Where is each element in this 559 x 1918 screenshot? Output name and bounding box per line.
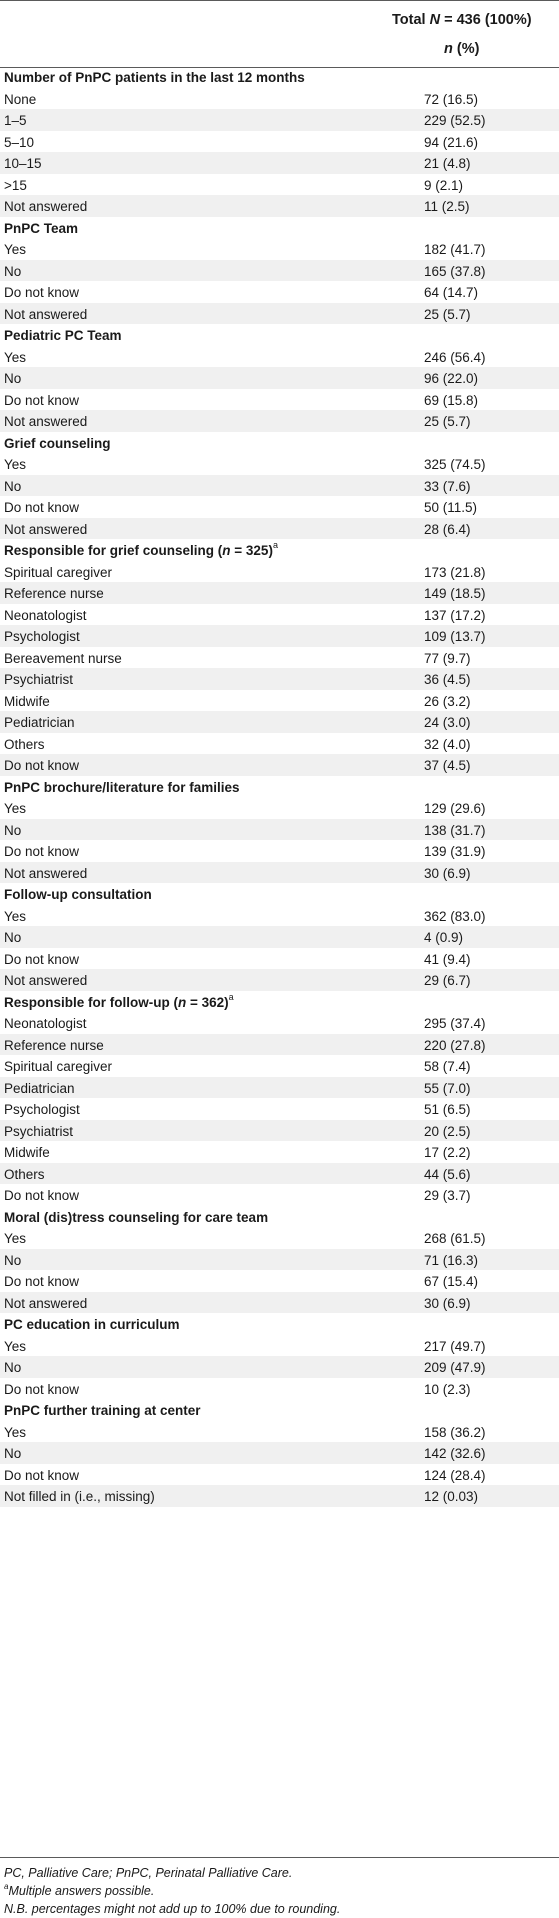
section-header-row	[0, 1313, 559, 1335]
row-label: No	[4, 1446, 22, 1461]
row-value: 220 (27.8)	[424, 1037, 486, 1053]
section-label-text: Grief counseling	[4, 435, 111, 451]
row-value: 25 (5.7)	[424, 414, 471, 429]
table-row	[0, 1184, 559, 1206]
row-value: 28 (6.4)	[424, 521, 471, 537]
section-label-n: n	[222, 543, 231, 558]
row-value: 55 (7.0)	[424, 1080, 471, 1096]
row-label: Others	[4, 1166, 45, 1182]
footnote-multiple-text: Multiple answers possible.	[8, 1884, 155, 1898]
table-row	[0, 1356, 559, 1378]
row-label: Pediatrician	[4, 715, 75, 730]
row-label: Yes	[4, 908, 27, 924]
row-label: Others	[4, 736, 45, 752]
row-value: 137 (17.2)	[424, 607, 486, 623]
section-label	[4, 780, 240, 795]
table-row	[0, 733, 559, 755]
table-row	[0, 238, 559, 260]
row-value: 268 (61.5)	[424, 1231, 486, 1246]
row-value: 50 (11.5)	[424, 500, 478, 515]
table-row	[0, 1055, 559, 1077]
row-value: 37 (4.5)	[424, 758, 471, 773]
column-header-n-percent	[444, 41, 479, 57]
column-header-total	[392, 12, 532, 28]
table-row	[0, 195, 559, 217]
row-value: 142 (32.6)	[424, 1446, 486, 1461]
row-label: Not answered	[4, 199, 88, 214]
row-value: 67 (15.4)	[424, 1274, 479, 1289]
table-row	[0, 647, 559, 669]
row-value: 29 (6.7)	[424, 973, 471, 988]
table-row	[0, 1442, 559, 1464]
table-row	[0, 367, 559, 389]
table-row	[0, 88, 559, 110]
table-row	[0, 152, 559, 174]
section-header-row	[0, 1399, 559, 1421]
table-row	[0, 1077, 559, 1099]
row-label: 10–15	[4, 156, 42, 171]
section-label-text: Follow-up consultation	[4, 887, 152, 902]
section-label	[4, 1210, 268, 1225]
row-value: 30 (6.9)	[424, 865, 471, 881]
row-value: 10 (2.3)	[424, 1381, 471, 1397]
table-row	[0, 926, 559, 948]
row-value: 17 (2.2)	[424, 1145, 471, 1160]
row-value: 165 (37.8)	[424, 263, 486, 279]
header-total-n: N	[429, 12, 441, 28]
row-value: 25 (5.7)	[424, 306, 471, 322]
section-label-text: Number of PnPC patients in the last 12 months	[4, 70, 305, 85]
row-label: Midwife	[4, 693, 50, 709]
row-label: Do not know	[4, 392, 80, 408]
footnote-multiple-answers	[4, 1884, 154, 1898]
row-label: Psychologist	[4, 1102, 80, 1117]
table-row	[0, 819, 559, 841]
header-total-suffix: = 436 (100%)	[440, 12, 532, 28]
table-row	[0, 453, 559, 475]
row-label: Midwife	[4, 1145, 50, 1160]
section-label-text: PC education in curriculum	[4, 1317, 180, 1332]
row-value: 30 (6.9)	[424, 1295, 471, 1311]
row-value: 64 (14.7)	[424, 285, 479, 300]
table-row	[0, 1163, 559, 1185]
row-value: 29 (3.7)	[424, 1188, 471, 1203]
section-label	[4, 540, 278, 558]
table-row	[0, 1141, 559, 1163]
table-row	[0, 905, 559, 927]
table-top-rule	[0, 0, 559, 1]
section-header-row	[0, 1206, 559, 1228]
section-label-text: Moral (dis)tress counseling for care team	[4, 1209, 269, 1225]
row-label: >15	[4, 177, 27, 193]
row-label: No	[4, 1360, 22, 1375]
section-label	[4, 328, 122, 343]
table-row	[0, 668, 559, 690]
table-row	[0, 1292, 559, 1314]
row-label: Do not know	[4, 844, 80, 859]
row-value: 77 (9.7)	[424, 650, 471, 666]
section-label-text: Responsible for grief counseling (	[4, 543, 223, 558]
row-label: Psychiatrist	[4, 1123, 74, 1139]
row-value: 362 (83.0)	[424, 908, 486, 924]
section-header-row	[0, 539, 559, 561]
row-label: Not answered	[4, 521, 88, 537]
row-label: Do not know	[4, 1274, 80, 1289]
row-value: 21 (4.8)	[424, 156, 471, 171]
row-value: 138 (31.7)	[424, 822, 486, 838]
table-row	[0, 690, 559, 712]
row-label: Do not know	[4, 500, 80, 515]
footnote-marker: a	[228, 991, 234, 1002]
header-total-prefix: Total	[392, 12, 430, 28]
row-label: 1–5	[4, 113, 27, 128]
row-label: No	[4, 478, 22, 494]
row-value: 44 (5.6)	[424, 1166, 471, 1182]
header-n-label: n	[444, 41, 453, 57]
row-value: 158 (36.2)	[424, 1424, 486, 1440]
section-header-row	[0, 776, 559, 798]
section-header-row	[0, 883, 559, 905]
table-row	[0, 1120, 559, 1142]
table-bottom-rule	[0, 1857, 559, 1858]
row-label: Not answered	[4, 306, 88, 322]
row-value: 96 (22.0)	[424, 371, 479, 386]
row-value: 11 (2.5)	[424, 199, 470, 214]
row-label: Yes	[4, 242, 27, 257]
table-row	[0, 346, 559, 368]
row-value: 139 (31.9)	[424, 844, 486, 859]
row-value: 182 (41.7)	[424, 242, 486, 257]
section-header-row	[0, 324, 559, 346]
table-row	[0, 604, 559, 626]
footnote-abbreviations: PC, Palliative Care; PnPC, Perinatal Palliative Care.	[4, 1866, 293, 1880]
row-value: 69 (15.8)	[424, 392, 479, 408]
row-value: 124 (28.4)	[424, 1467, 486, 1483]
row-label: Yes	[4, 1338, 27, 1354]
table-row	[0, 303, 559, 325]
table-row	[0, 281, 559, 303]
footnote-marker: a	[4, 1882, 9, 1891]
row-label: Not answered	[4, 1295, 88, 1311]
table-row	[0, 260, 559, 282]
row-value: 217 (49.7)	[424, 1338, 486, 1354]
row-value: 209 (47.9)	[424, 1360, 486, 1375]
row-label: Do not know	[4, 758, 80, 773]
row-label: Do not know	[4, 285, 80, 300]
row-label: Yes	[4, 349, 27, 365]
section-label	[4, 221, 78, 236]
row-value: 58 (7.4)	[424, 1059, 471, 1074]
section-label	[4, 436, 111, 451]
row-label: Neonatologist	[4, 607, 87, 623]
row-value: 41 (9.4)	[424, 951, 471, 967]
table-row	[0, 1249, 559, 1271]
footnote-marker: a	[272, 540, 278, 550]
row-label: Not answered	[4, 414, 88, 429]
row-label: No	[4, 263, 22, 279]
row-label: Psychologist	[4, 629, 80, 644]
row-label: Reference nurse	[4, 586, 104, 601]
section-label	[4, 70, 305, 85]
table-row	[0, 1227, 559, 1249]
section-label-rest: = 325)	[230, 543, 273, 558]
row-label: No	[4, 930, 22, 945]
table-row	[0, 561, 559, 583]
row-label: No	[4, 371, 22, 386]
row-label: None	[4, 91, 37, 107]
row-value: 20 (2.5)	[424, 1123, 471, 1139]
row-label: Bereavement nurse	[4, 650, 122, 666]
row-value: 173 (21.8)	[424, 564, 486, 580]
row-label: Yes	[4, 1231, 27, 1246]
row-label: Neonatologist	[4, 1016, 87, 1031]
header-n-suffix: (%)	[452, 41, 480, 57]
row-label: Spiritual caregiver	[4, 564, 113, 580]
section-label-n: n	[178, 994, 187, 1010]
row-value: 36 (4.5)	[424, 672, 471, 687]
section-label-rest: = 362)	[186, 994, 229, 1010]
table-row	[0, 389, 559, 411]
row-value: 229 (52.5)	[424, 113, 486, 128]
table-row	[0, 969, 559, 991]
table-row	[0, 1034, 559, 1056]
section-label	[4, 1403, 201, 1418]
row-label: Not filled in (i.e., missing)	[4, 1489, 155, 1504]
row-label: 5–10	[4, 134, 35, 150]
table-row	[0, 840, 559, 862]
row-label: Do not know	[4, 951, 80, 967]
table-row	[0, 1335, 559, 1357]
table-row	[0, 1378, 559, 1400]
row-label: Not answered	[4, 973, 88, 988]
row-label: Do not know	[4, 1467, 80, 1483]
table-row	[0, 582, 559, 604]
table-row	[0, 109, 559, 131]
row-label: Yes	[4, 801, 27, 816]
section-label-text: Pediatric PC Team	[4, 328, 122, 343]
row-value: 51 (6.5)	[424, 1102, 471, 1117]
row-value: 12 (0.03)	[424, 1489, 479, 1504]
footnote-rounding: N.B. percentages might not add up to 100% due to rounding.	[4, 1902, 341, 1916]
row-label: Yes	[4, 1424, 27, 1440]
row-value: 129 (29.6)	[424, 801, 486, 816]
table-row	[0, 1485, 559, 1507]
table-row	[0, 174, 559, 196]
row-label: Reference nurse	[4, 1037, 104, 1053]
table-row	[0, 1270, 559, 1292]
row-value: 295 (37.4)	[424, 1016, 486, 1031]
row-label: Do not know	[4, 1188, 80, 1203]
section-label	[4, 1317, 180, 1332]
row-value: 33 (7.6)	[424, 478, 471, 494]
row-value: 149 (18.5)	[424, 586, 486, 601]
section-label-text: Responsible for follow-up (	[4, 994, 178, 1010]
row-value: 325 (74.5)	[424, 457, 486, 472]
table-row	[0, 1098, 559, 1120]
table-row	[0, 496, 559, 518]
row-label: Not answered	[4, 865, 88, 881]
section-header-row	[0, 991, 559, 1013]
row-label: Pediatrician	[4, 1080, 75, 1096]
section-label	[4, 887, 152, 902]
table-row	[0, 1012, 559, 1034]
section-header-row	[0, 66, 559, 88]
row-value: 32 (4.0)	[424, 736, 471, 752]
table-row	[0, 754, 559, 776]
row-value: 71 (16.3)	[424, 1252, 479, 1268]
row-value: 9 (2.1)	[424, 177, 464, 193]
table-row	[0, 948, 559, 970]
table-row	[0, 518, 559, 540]
row-value: 109 (13.7)	[424, 629, 486, 644]
row-value: 72 (16.5)	[424, 91, 479, 107]
row-label: No	[4, 822, 22, 838]
section-label	[4, 991, 234, 1010]
row-value: 26 (3.2)	[424, 693, 471, 709]
section-label-text: PnPC further training at center	[4, 1403, 201, 1418]
section-header-row	[0, 432, 559, 454]
table-row	[0, 711, 559, 733]
row-label: Spiritual caregiver	[4, 1059, 113, 1074]
section-header-row	[0, 217, 559, 239]
table-row	[0, 475, 559, 497]
row-value: 246 (56.4)	[424, 349, 486, 365]
table-row	[0, 131, 559, 153]
row-value: 24 (3.0)	[424, 715, 471, 730]
row-label: Yes	[4, 457, 27, 472]
row-value: 4 (0.9)	[424, 930, 464, 945]
table-row	[0, 797, 559, 819]
row-value: 94 (21.6)	[424, 134, 479, 150]
row-label: No	[4, 1252, 22, 1268]
row-label: Do not know	[4, 1381, 80, 1397]
table-row	[0, 1421, 559, 1443]
table-row	[0, 410, 559, 432]
table-row	[0, 1464, 559, 1486]
table-row	[0, 625, 559, 647]
row-label: Psychiatrist	[4, 672, 74, 687]
table-row	[0, 862, 559, 884]
section-label-text: PnPC brochure/literature for families	[4, 779, 240, 795]
section-label-text: PnPC Team	[4, 220, 79, 236]
